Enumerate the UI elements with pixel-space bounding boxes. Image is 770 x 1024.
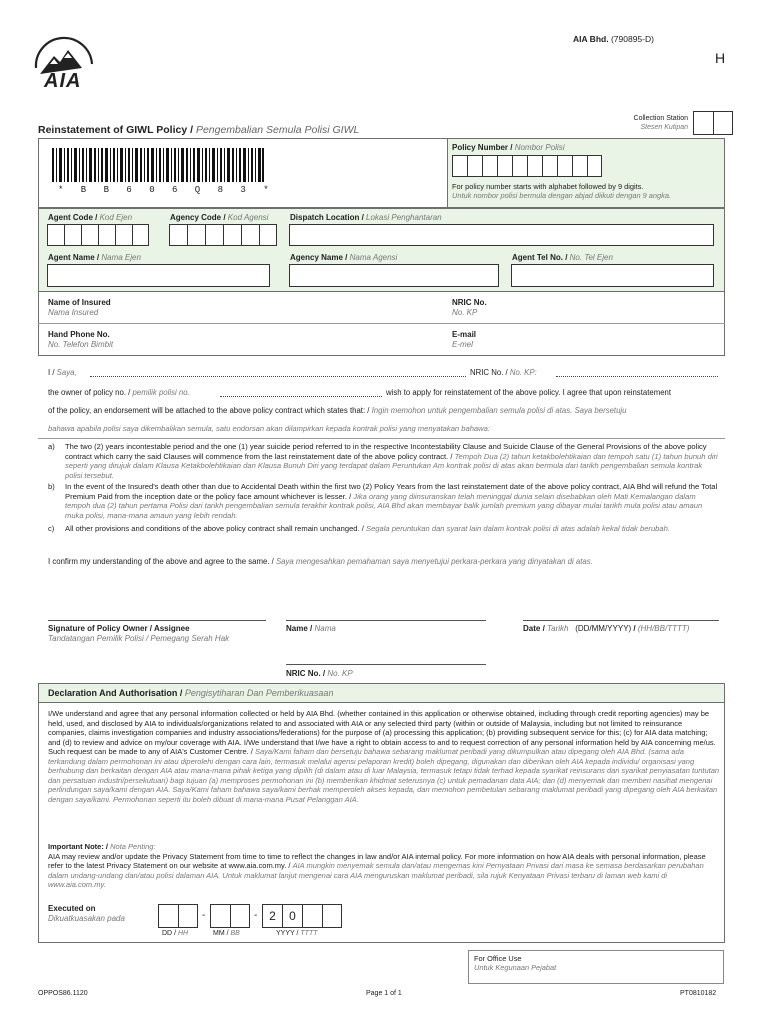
policy-number-label: Policy Number / Nombor Polisi — [452, 143, 565, 152]
executed-day-field[interactable] — [158, 904, 198, 928]
page-number: Page 1 of 1 — [366, 990, 402, 997]
nric-line[interactable] — [286, 664, 486, 665]
insured-email-label[interactable]: E-mail E-mel — [452, 330, 477, 349]
agent-tel-field[interactable] — [511, 264, 714, 287]
insured-nric-label[interactable]: NRIC No. No. KP — [452, 298, 487, 317]
declaration-title: Declaration And Authorisation / Pengisytiharan Dan Pemberikuasaan — [48, 688, 334, 698]
policy-owner-fill[interactable] — [220, 396, 382, 397]
barcode-text: * B B 6 0 6 Q 8 3 * — [58, 185, 275, 195]
insured-divider — [38, 323, 725, 324]
statement-nric-fill[interactable] — [556, 376, 718, 377]
agent-code-label: Agent Code / Kod Ejen — [48, 213, 133, 222]
agency-code-field[interactable] — [169, 224, 277, 246]
dispatch-location-field[interactable] — [289, 224, 714, 246]
agency-name-label: Agency Name / Nama Agensi — [290, 253, 398, 262]
name-line[interactable] — [286, 620, 486, 621]
office-use-label: For Office Use Untuk Kegunaan Pejabat — [474, 954, 557, 972]
agent-tel-label: Agent Tel No. / No. Tel Ejen — [512, 253, 613, 262]
agent-name-field[interactable] — [47, 264, 270, 287]
agency-name-field[interactable] — [289, 264, 499, 287]
clause-c: c) All other provisions and conditions of the above policy contract shall remain unchanged. / Segala peruntukan dan syarat lain dalam kontrak polisi di atas adalah kekal tidak berubah. — [48, 524, 670, 533]
name-label: Name / Nama — [286, 624, 336, 633]
date-dash-1: - — [202, 910, 206, 921]
executed-month-field[interactable] — [210, 904, 250, 928]
signature-line[interactable] — [48, 620, 266, 621]
insured-section — [38, 292, 725, 356]
clause-b: b) In the event of the Insured's death other than due to Accidental Death within the first two (2) Policy Years from the last reinstatement date of the above policy contract, AIA Bhd will refund the Total Premium Paid from the inception date or the policy face amount whichever is lesser. / Jika orang yang diinsuranskan telah meninggal dunia selain disebabkan oleh Mati Kemalangan dalam tempoh dua (2) tahun pertama Polisi dari tarikh pengembalian semula terakhir kontrak polisi, AIA Bhd akan membayar balik jumlah premium yang dibayar mulai tarikh mula polisi atau amaun muka polisi, mana-mana amaun yang lebih rendah. — [48, 482, 718, 520]
policy-owner-line-b: wish to apply for reinstatement of the above policy. I agree that upon reinstatement — [386, 388, 672, 397]
confirm-statement: I confirm my understanding of the above and agree to the same. / Saya mengesahkan pemahaman saya menyetujui perkara-perkara yang dinyatakan di atas. — [48, 557, 593, 566]
date-label: Date / Tarikh (DD/MM/YYYY) / (HH/BB/TTTT) — [523, 624, 690, 633]
owner-name-line[interactable]: I / Saya, — [48, 368, 77, 377]
collection-station-boxes[interactable] — [693, 111, 733, 135]
dispatch-location-label: Dispatch Location / Lokasi Penghantaran — [290, 213, 442, 222]
nric-label: NRIC No. / No. KP — [286, 669, 353, 678]
agency-code-label: Agency Code / Kod Agensi — [170, 213, 269, 222]
insured-name-label[interactable]: Name of Insured Nama Insured — [48, 298, 111, 317]
signature-label: Signature of Policy Owner / Assignee Tandatangan Pemilik Polisi / Pemegang Serah Hak — [48, 624, 230, 643]
date-dash-2: - — [254, 910, 258, 921]
mm-caption: MM / BB — [213, 930, 240, 937]
insured-phone-label[interactable]: Hand Phone No. No. Telefon Bimbit — [48, 330, 114, 349]
policy-owner-line: the owner of policy no. / pemilik polisi no. — [48, 388, 190, 397]
footer-ref: PT0810182 — [680, 990, 717, 997]
date-line[interactable] — [523, 620, 719, 621]
statement-nric-label: NRIC No. / No. KP: — [470, 368, 537, 377]
agent-name-label: Agent Name / Nama Ejen — [48, 253, 141, 262]
company-name: AIA Bhd. (790895-D) — [573, 34, 654, 44]
footer-code: OPPOS86.1120 — [38, 990, 88, 997]
dd-caption: DD / HH — [162, 930, 189, 937]
barcode — [52, 148, 264, 184]
owner-name-fill[interactable] — [90, 376, 466, 377]
collection-station-label: Collection Station Stesen Kutipan — [633, 115, 688, 131]
yyyy-caption: YYYY / TTTT — [276, 930, 318, 937]
statement-line4: bahawa apabila polisi saya dikembalikan semula, satu endorsan akan dilampirkan kepada kontrak polisi yang menyatakan bahawa: — [48, 424, 490, 433]
policy-number-note: For policy number starts with alphabet followed by 9 digits. Untuk nombor polisi bermula dengan abjad diikuti dengan 9 angka. — [452, 182, 671, 200]
statement-line3: of the policy, an endorsement will be attached to the above policy contract which states that: / Ingin memohon untuk pengembalian semula polisi di atas. Saya bersetuju — [48, 406, 627, 415]
important-note: Important Note: / Nota Penting: AIA may review and/or update the Privacy Statement from time to time to reflect the changes in law and/or AIA internal policy. For more information on how AIA deals with personal information, please refer to the latest Privacy Statement on our website at www.aia.com.my. / AIA mungkin menyemak semula dan/atau mengemas kini Pernyataan Privasi dari masa ke semasa berdasarkan perubahan dalam undang-undang dan/atau polisi dalaman AIA. Untuk maklumat lanjut mengenai cara AIA menguruskan maklumat peribadi, sila rujuk Kenyataan Privasi terbaru di laman web kami di www.aia.com.my. — [48, 842, 706, 889]
declaration-text: I/We understand and agree that any personal information collected or held by AIA Bhd. (whether contained in this application or otherwise obtained, including through credit reporting agencies) may be held, used, and disclosed by AIA to individuals/organizations related to and associated with AIA or any selected third party (within or outside of Malaysia, including but not limited to reinsurance companies, claims investigation companies and industry associations/federations) for the purpose of (a) processing this application; (b) providing subsequent service for this; (c) for AIA data matching; and (d) to review and advice on my/our coverage with AIA. I/We understand that I/we have a right to obtain access to and to request correction of any personal information held by AIA concerning me/us. Such request can be made to any of AIA's Customer Centre. / Saya/Kami faham dan bersetuju bahawa sebarang maklumat peribadi yang dikumpulkan atau dipegang oleh AIA Bhd. (sama ada terkandung dalam permohonan ini atau diperolehi dengan cara lain, termasuk melalui agensi pelaporan kredit) boleh dipegang, digunakan dan diberikan oleh AIA kepada individu/ organisasi yang berhubung dan berkaitan dengan AIA atau mana-mana pihak ketiga yang dipilih (di dalam atau di luar Malaysia, termasuk tetapi tidak terhad kepada syarikat reinsurans dan syarikat penyiasatan tuntutan dan persatuan industri/persekutuan) bagi tujuan (a) memproses permohonan ini (b) memberikan khidmat seterusnya (c) untuk pemadanan data AIA; dan (d) menyemak dan memberi nasihat mengenai perlindungan saya/kami dengan AIA. Saya/Kami faham bahawa saya/kami berhak memperoleh akses kepada, dan memohon pembetulan sebarang maklumat peribadi yang dipegang oleh AIA berkaitan dengan saya/kami. Permohonan seperti itu boleh dibuat di mana-mana Pusat Pelanggan AIA. — [48, 709, 720, 804]
agent-code-field[interactable] — [47, 224, 149, 246]
clause-a: a) The two (2) years incontestable period and the one (1) year suicide period referred to in the respective Incontestability Clause and Suicide Clause of the General Provisions of the above policy contract which carry the said Clauses will commence from the last reinstatement date of the above policy contract. / Tempoh Dua (2) tahun ketakbolehtikaian dan tempoh satu (1) tahun bunuh diri seperti yang dirujuk dalam Klausa Ketakbolehtikaian dan Klausa Bunuh Diri yang terdapat dalam Peruntukan Am kontrak polisi di atas akan bermula dari tarikh pengembalian semula kontrak polisi tersebut. — [48, 442, 718, 480]
policy-number-field[interactable] — [452, 155, 602, 177]
form-title: Reinstatement of GIWL Policy / Pengembalian Semula Polisi GIWL — [38, 124, 360, 136]
form-code: H — [715, 50, 726, 66]
aia-logo-text: AIA — [44, 70, 82, 92]
executed-year-field[interactable]: 2 0 — [262, 904, 342, 928]
clauses-top-rule — [38, 438, 725, 439]
executed-on-label: Executed on Dikuatkuasakan pada — [48, 904, 125, 923]
